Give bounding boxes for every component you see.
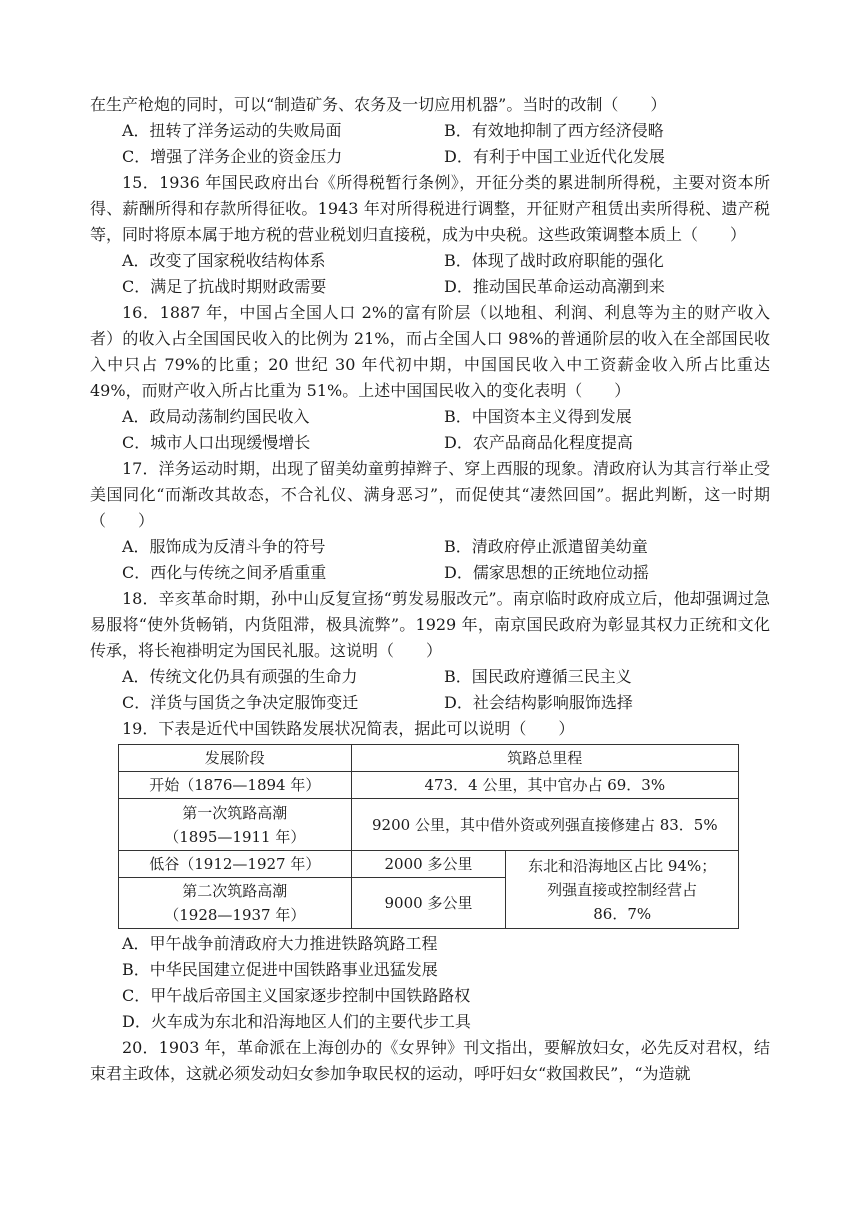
q14-stem-tail: 在生产枪炮的同时，可以“制造矿务、农务及一切应用机器”。当时的改制（ ） [90,95,667,114]
q18-option-b[interactable]: B．国民政府遵循三民主义 [444,667,632,686]
q17-option-b[interactable]: B．清政府停止派遣留美幼童 [444,537,648,556]
q19-option-d[interactable]: D．火车成为东北和沿海地区人们的主要代步工具 [122,1012,471,1031]
row1-stage: 开始（1876—1894 年） [119,772,352,799]
note-line1: 东北和沿海地区占比 94%； [528,856,717,875]
q18-options [90,664,770,716]
q14-options [90,118,770,170]
row4-stage-line1: 第二次筑路高潮 [182,882,288,900]
row2-stage [119,799,352,851]
note-line2: 列强直接或控制经营占 [547,880,698,899]
q14-option-a[interactable]: A．扭转了洋务运动的失败局面 [122,121,342,140]
row4-stage [119,878,352,929]
row2-stage-line1: 第一次筑路高潮 [182,803,288,822]
exam-page [90,92,770,1087]
q15-option-d[interactable]: D．推动国民革命运动高潮到来 [444,277,665,296]
row3-mileage: 2000 多公里 [351,851,506,878]
q15-option-a[interactable]: A．改变了国家税收结构体系 [122,251,326,270]
table-row [119,851,739,878]
q16-stem: 16．1887 年，中国占全国人口 2%的富有阶层（以地租、利润、利息等为主的财产收入者）的收入占全国国民收入的比例为 21%，而占全国人口 98%的普通阶层的收入在全部国民收入中只占 79%的比重；20 世纪 30 年代初中期，中国国民收入中工资薪金收入所占比重达 49%，而财产收入所占比重为 51%。上述中国国民收入的变化表明（ ） [90,303,770,400]
table-row [119,799,739,851]
q19-stem: 19．下表是近代中国铁路发展状况简表，据此可以说明（ ） [122,719,575,738]
q19-option-a[interactable]: A．甲午战争前清政府大力推进铁路筑路工程 [122,934,438,953]
row4-stage-line2: （1928—1937 年） [164,906,306,924]
q14-option-d[interactable]: D．有利于中国工业近代化发展 [444,147,665,166]
q16-option-a[interactable]: A．政局动荡制约国民收入 [122,407,310,426]
row1-mileage: 473．4 公里，其中官办占 69．3% [351,772,738,799]
q15-stem: 15．1936 年国民政府出台《所得税暂行条例》，开征分类的累进制所得税，主要对资本所得、薪酬所得和存款所得征收。1943 年对所得税进行调整，开征财产租赁出卖所得税、遗产税等，同时将原本属于地方税的营业税划归直接税，成为中央税。这些政策调整本质上（ ） [90,173,770,244]
row2-stage-line2: （1895—1911 年） [164,827,306,846]
q16-option-c[interactable]: C．城市人口出现缓慢增长 [122,433,311,452]
q17-option-d[interactable]: D．儒家思想的正统地位动摇 [444,563,649,582]
q18-option-a[interactable]: A．传统文化仍具有顽强的生命力 [122,667,358,686]
note-line3: 86．7% [593,904,652,923]
q15-option-b[interactable]: B．体现了战时政府职能的强化 [444,251,664,270]
table-row [119,772,739,799]
q16-option-d[interactable]: D．农产品商品化程度提高 [444,433,633,452]
q17-options [90,534,770,586]
q18-option-c[interactable]: C．洋货与国货之争决定服饰变迁 [122,693,359,712]
q17-stem: 17．洋务运动时期，出现了留美幼童剪掉辫子、穿上西服的现象。清政府认为其言行举止受美国同化“而渐改其故态，不合礼仪、满身恶习”，而促使其“凄然回国”。据此判断，这一时期（ ） [90,459,770,530]
q14-option-c[interactable]: C．增强了洋务企业的资金压力 [122,147,343,166]
row3-stage: 低谷（1912—1927 年） [119,851,352,878]
q19-option-c[interactable]: C．甲午战后帝国主义国家逐步控制中国铁路路权 [122,986,471,1005]
railway-table [118,744,739,929]
q15-options [90,248,770,300]
header-mileage: 筑路总里程 [351,745,738,772]
q14-option-b[interactable]: B．有效地抑制了西方经济侵略 [444,121,664,140]
q17-option-a[interactable]: A．服饰成为反清斗争的符号 [122,537,326,556]
row4-mileage: 9000 多公里 [351,878,506,929]
q16-options [90,404,770,456]
header-stage: 发展阶段 [119,745,352,772]
q17-option-c[interactable]: C．西化与传统之间矛盾重重 [122,563,327,582]
table-header-row [119,745,739,772]
q15-option-c[interactable]: C．满足了抗战时期财政需要 [122,277,327,296]
q20-stem: 20．1903 年，革命派在上海创办的《女界钟》刊文指出，要解放妇女，必先反对君权，结束君主政体，这就必须发动妇女参加争取民权的运动，呼吁妇女“救国救民”，“为造就 [90,1038,770,1083]
note-cell [506,851,739,929]
q19-option-b[interactable]: B．中华民国建立促进中国铁路事业迅猛发展 [122,960,438,979]
row2-mileage: 9200 公里，其中借外资或列强直接修建占 83．5% [351,799,738,851]
q18-stem: 18．辛亥革命时期，孙中山反复宣扬“剪发易服改元”。南京临时政府成立后，他却强调过急易服将“使外货畅销，内货阻滞，极具流弊”。1929 年，南京国民政府为彰显其权力正统和文化传承，将长袍褂明定为国民礼服。这说明（ ） [90,589,770,660]
q16-option-b[interactable]: B．中国资本主义得到发展 [444,407,632,426]
q18-option-d[interactable]: D．社会结构影响服饰选择 [444,693,633,712]
